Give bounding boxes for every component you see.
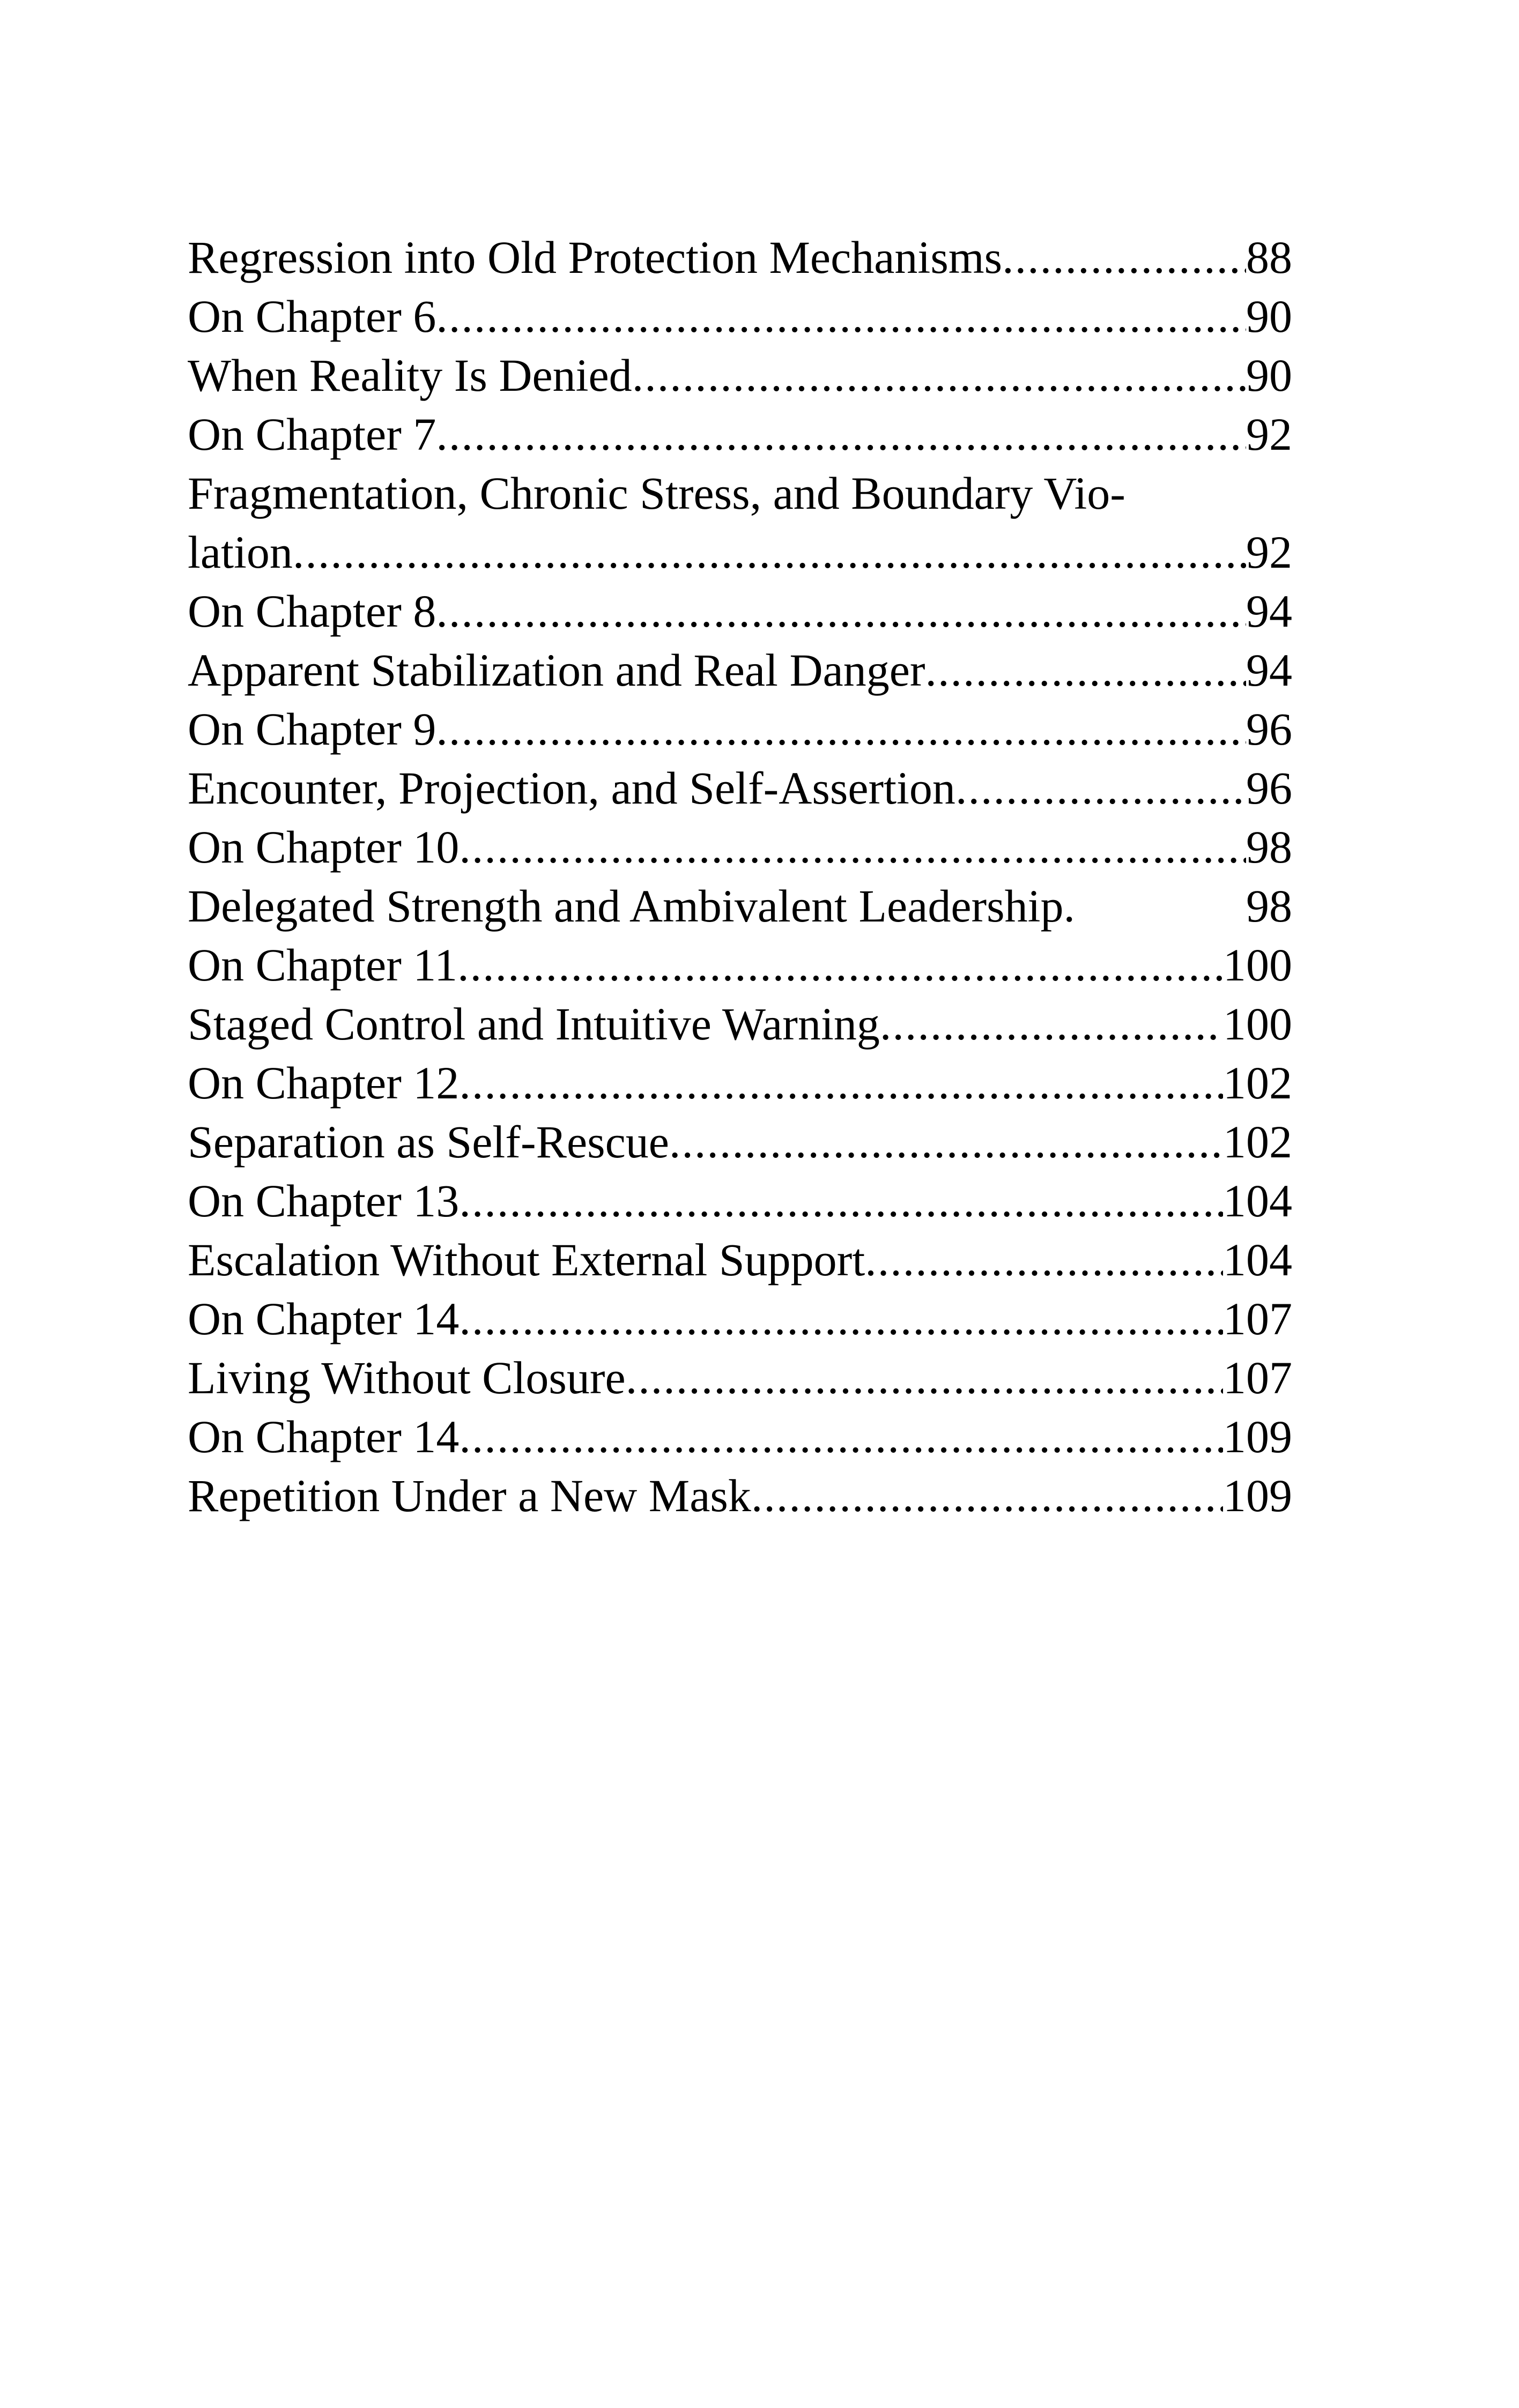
toc-entry-title: On Chapter 14 [188, 1411, 460, 1462]
toc-entry-title: On Chapter 14 [188, 1293, 460, 1344]
toc-entry[interactable] [188, 346, 1292, 405]
table-of-contents [188, 228, 1292, 1525]
toc-entry-title: Escalation Without External Support [188, 1234, 865, 1285]
toc-entry-wrapped-line[interactable] [188, 464, 1292, 523]
dot-leader [880, 994, 1223, 1053]
toc-entry-page: 88 [1246, 232, 1292, 283]
dot-leader [626, 1348, 1223, 1407]
toc-entry-title: When Reality Is Denied [188, 350, 632, 401]
toc-entry-title: On Chapter 11 [188, 939, 458, 991]
toc-entry-title: On Chapter 9 [188, 703, 436, 755]
toc-entry-page: 94 [1246, 585, 1292, 637]
toc-entry-page: 92 [1246, 526, 1292, 578]
dot-leader [925, 641, 1246, 700]
dot-leader [459, 1171, 1223, 1230]
toc-entry[interactable] [188, 1053, 1292, 1112]
toc-entry[interactable] [188, 405, 1292, 464]
toc-entry-title: On Chapter 6 [188, 291, 436, 342]
toc-entry[interactable] [188, 817, 1292, 876]
toc-entry-title: On Chapter 7 [188, 408, 436, 460]
toc-entry-title: Staged Control and Intuitive Warning [188, 998, 880, 1050]
toc-entry[interactable] [188, 935, 1292, 994]
dot-leader [293, 523, 1246, 582]
toc-entry-page: 92 [1246, 408, 1292, 460]
dot-leader [955, 759, 1246, 817]
toc-entry-page: 102 [1223, 1116, 1292, 1168]
toc-entry[interactable] [188, 523, 1292, 582]
toc-entry-title: Delegated Strength and Ambivalent Leadership. [188, 880, 1075, 932]
toc-entry-title: Apparent Stabilization and Real Danger [188, 644, 925, 696]
toc-entry[interactable] [188, 1171, 1292, 1230]
toc-entry[interactable] [188, 641, 1292, 700]
toc-entry[interactable] [188, 1112, 1292, 1171]
toc-entry-page: 90 [1246, 350, 1292, 401]
toc-entry-page: 102 [1223, 1057, 1292, 1109]
toc-entry-title: Living Without Closure [188, 1352, 626, 1403]
toc-entry[interactable] [188, 759, 1292, 817]
toc-entry[interactable] [188, 994, 1292, 1053]
toc-entry[interactable] [188, 876, 1292, 935]
toc-entry-title: On Chapter 12 [188, 1057, 460, 1109]
toc-entry-title: On Chapter 8 [188, 585, 436, 637]
dot-leader [751, 1466, 1223, 1525]
toc-entry-title: Separation as Self-Rescue [188, 1116, 669, 1168]
dot-leader [459, 1407, 1223, 1466]
toc-entry-page: 96 [1246, 703, 1292, 755]
toc-entry-title: Regression into Old Protection Mechanisms [188, 232, 1003, 283]
toc-entry[interactable] [188, 287, 1292, 346]
toc-entry[interactable] [188, 1466, 1292, 1525]
toc-entry-page: 104 [1223, 1175, 1292, 1227]
toc-entry[interactable] [188, 1348, 1292, 1407]
toc-entry-page: 107 [1223, 1352, 1292, 1403]
toc-entry-title: On Chapter 13 [188, 1175, 460, 1227]
toc-entry-page: 109 [1223, 1470, 1292, 1521]
toc-entry-page: 98 [1246, 880, 1292, 932]
toc-entry[interactable] [188, 700, 1292, 759]
dot-leader [459, 1289, 1223, 1348]
toc-entry-page: 100 [1223, 998, 1292, 1050]
dot-leader [436, 700, 1246, 759]
toc-entry-page: 107 [1223, 1293, 1292, 1344]
toc-entry[interactable] [188, 582, 1292, 641]
toc-entry-title: Encounter, Projection, and Self-Assertion [188, 762, 955, 814]
dot-leader [436, 405, 1246, 464]
toc-entry-page: 109 [1223, 1411, 1292, 1462]
toc-entry-page: 100 [1223, 939, 1292, 991]
dot-leader [865, 1230, 1223, 1289]
toc-entry[interactable] [188, 1289, 1292, 1348]
dot-leader [459, 1053, 1223, 1112]
dot-leader [1002, 228, 1246, 287]
toc-entry-title: Repetition Under a New Mask [188, 1470, 751, 1521]
dot-leader [669, 1112, 1223, 1171]
toc-entry-page: 94 [1246, 644, 1292, 696]
toc-entry-page: 96 [1246, 762, 1292, 814]
toc-entry-page: 90 [1246, 291, 1292, 342]
toc-entry[interactable] [188, 1230, 1292, 1289]
dot-leader [436, 287, 1246, 346]
dot-leader [436, 582, 1246, 641]
toc-entry[interactable] [188, 228, 1292, 287]
toc-entry-title: lation [188, 526, 293, 578]
dot-leader [459, 817, 1246, 876]
toc-entry[interactable] [188, 1407, 1292, 1466]
dot-leader [457, 935, 1223, 994]
toc-entry-title: Fragmentation, Chronic Stress, and Boundary Vio- [188, 467, 1125, 519]
toc-entry-title: On Chapter 10 [188, 821, 460, 873]
toc-entry-page: 98 [1246, 821, 1292, 873]
toc-entry-page: 104 [1223, 1234, 1292, 1285]
dot-leader [632, 346, 1246, 405]
